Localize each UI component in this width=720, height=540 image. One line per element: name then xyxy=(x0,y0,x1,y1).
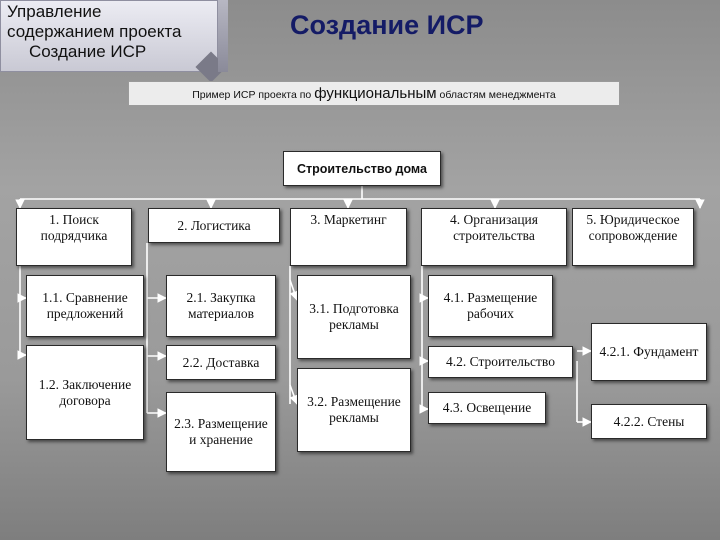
node-1: 1. Поиск подрядчика xyxy=(16,208,132,266)
node-4-2: 4.2. Строительство xyxy=(428,346,573,378)
node-3-1: 3.1. Подготовка рекламы xyxy=(297,275,411,359)
node-2-1: 2.1. Закупка материалов xyxy=(166,275,276,337)
section-title-line-2: содержанием проекта xyxy=(7,22,182,41)
node-2-3: 2.3. Размещение и хранение xyxy=(166,392,276,472)
link-3-1 xyxy=(290,280,297,300)
node-2: 2. Логистика xyxy=(148,208,280,243)
node-4-2-1: 4.2.1. Фундамент xyxy=(591,323,707,381)
node-4-1: 4.1. Размещение рабочих xyxy=(428,275,553,337)
slide-title: Создание ИСР xyxy=(290,10,484,40)
node-3-2: 3.2. Размещение рекламы xyxy=(297,368,411,452)
section-title-line-1: Управление xyxy=(7,2,102,21)
node-3: 3. Маркетинг xyxy=(290,208,407,266)
node-4: 4. Организация строительства xyxy=(421,208,567,266)
subtitle-part-1: Пример ИСР проекта по xyxy=(192,89,315,101)
node-4-2-2: 4.2.2. Стены xyxy=(591,404,707,439)
node-4-3: 4.3. Освещение xyxy=(428,392,546,424)
link-3-2 xyxy=(290,385,297,404)
node-root: Строительство дома xyxy=(283,151,441,186)
subtitle-emphasis: функциональным xyxy=(314,85,437,102)
node-1-2: 1.2. Заключение договора xyxy=(26,345,144,440)
node-5: 5. Юридическое сопровождение xyxy=(572,208,694,266)
node-1-1: 1.1. Сравнение предложений xyxy=(26,275,144,337)
section-title-line-3: Создание ИСР xyxy=(29,42,147,61)
node-2-2: 2.2. Доставка xyxy=(166,345,276,380)
subtitle-part-2: областям менеджмента xyxy=(436,89,556,101)
